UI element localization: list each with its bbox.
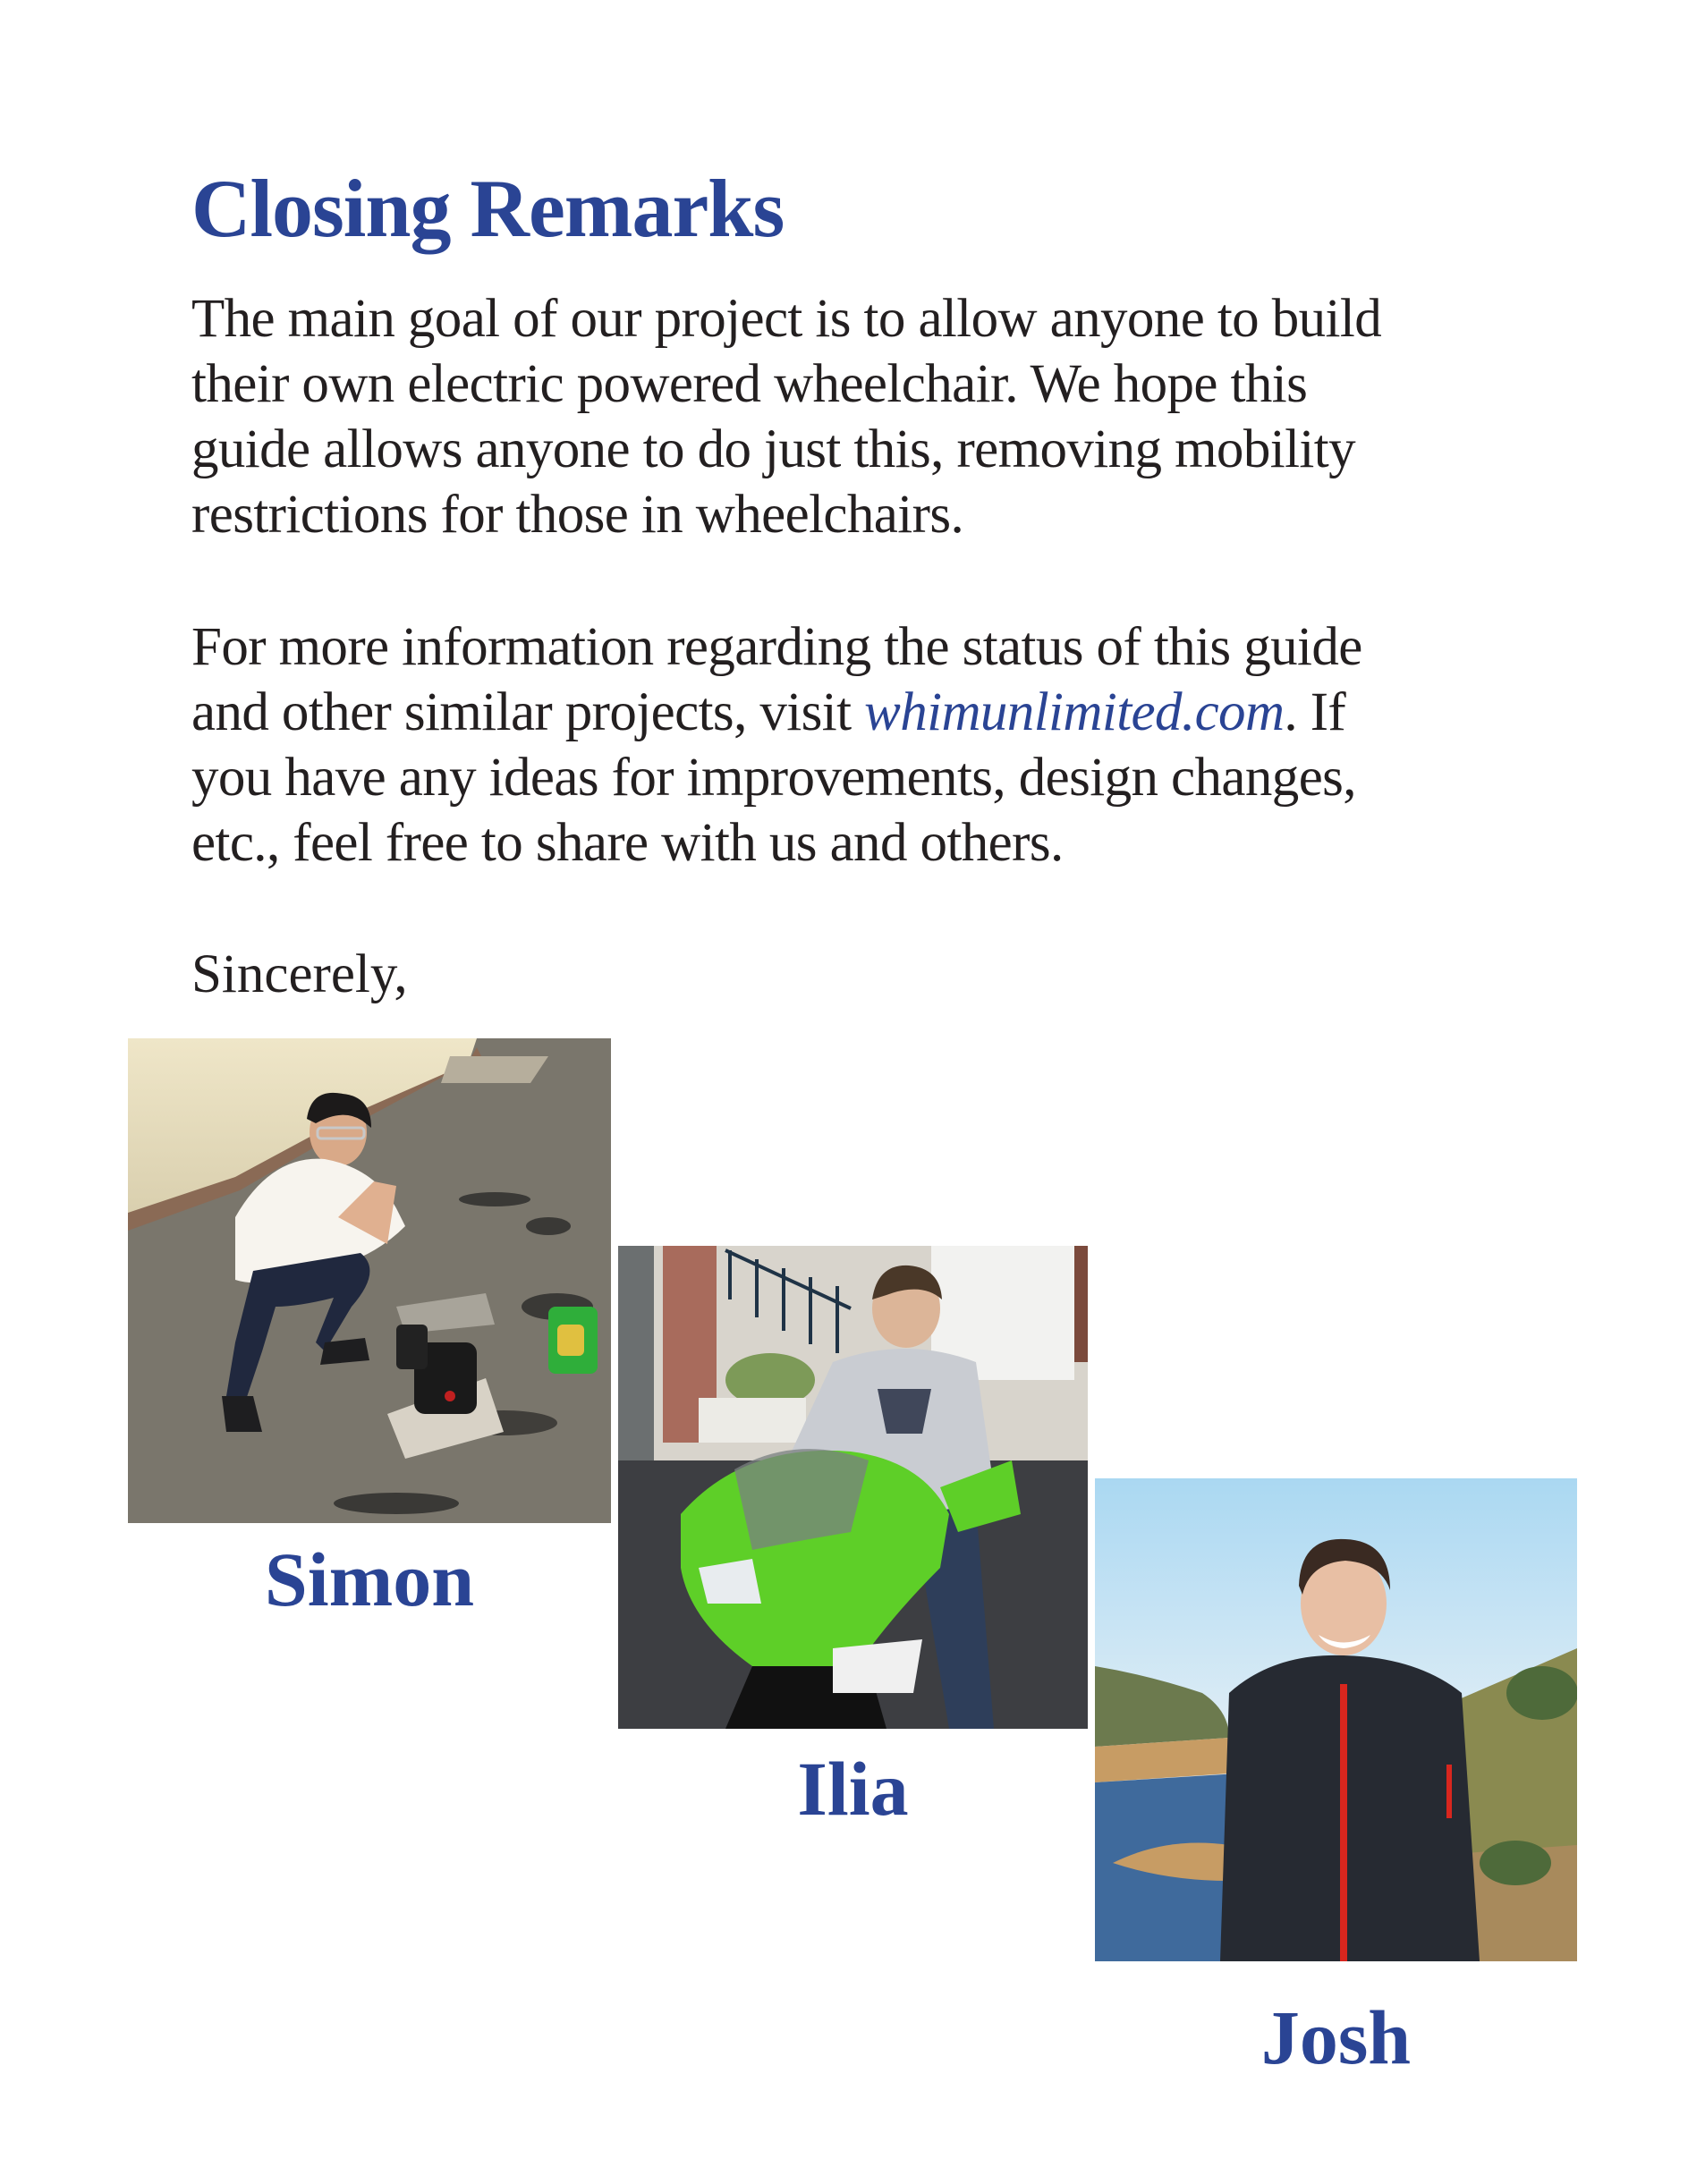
page-title: Closing Remarks — [191, 163, 785, 254]
closing-salutation: Sincerely, — [191, 944, 408, 1004]
photo-josh — [1095, 1478, 1577, 1961]
photo-josh-image — [1095, 1478, 1577, 1961]
website-link[interactable]: whimunlimited.com — [864, 682, 1285, 742]
paragraph-line: you have any ideas for improvements, design changes, — [191, 748, 1356, 808]
paragraph-line — [191, 680, 1362, 745]
photo-simon — [128, 1038, 611, 1523]
member-name-ilia: Ilia — [797, 1746, 909, 1832]
paragraph-line: restrictions for those in wheelchairs. — [191, 485, 964, 545]
member-name-josh: Josh — [1260, 1994, 1412, 2080]
paragraph-line: guide allows anyone to do just this, removing mobility — [191, 419, 1356, 479]
info-paragraph — [191, 614, 1362, 876]
photo-ilia-image — [618, 1246, 1088, 1729]
paragraph-text: and other similar projects, visit — [191, 682, 865, 742]
paragraph-line: their own electric powered wheelchair. We hope this — [191, 354, 1308, 414]
member-name-simon: Simon — [264, 1536, 475, 1622]
photo-simon-image — [128, 1038, 611, 1523]
paragraph-line: The main goal of our project is to allow anyone to build — [191, 289, 1382, 349]
photo-ilia — [618, 1246, 1088, 1729]
paragraph-text: . If — [1284, 682, 1346, 742]
intro-paragraph — [191, 286, 1381, 547]
paragraph-line: etc., feel free to share with us and others. — [191, 813, 1064, 873]
paragraph-line: For more information regarding the status of this guide — [191, 617, 1362, 677]
